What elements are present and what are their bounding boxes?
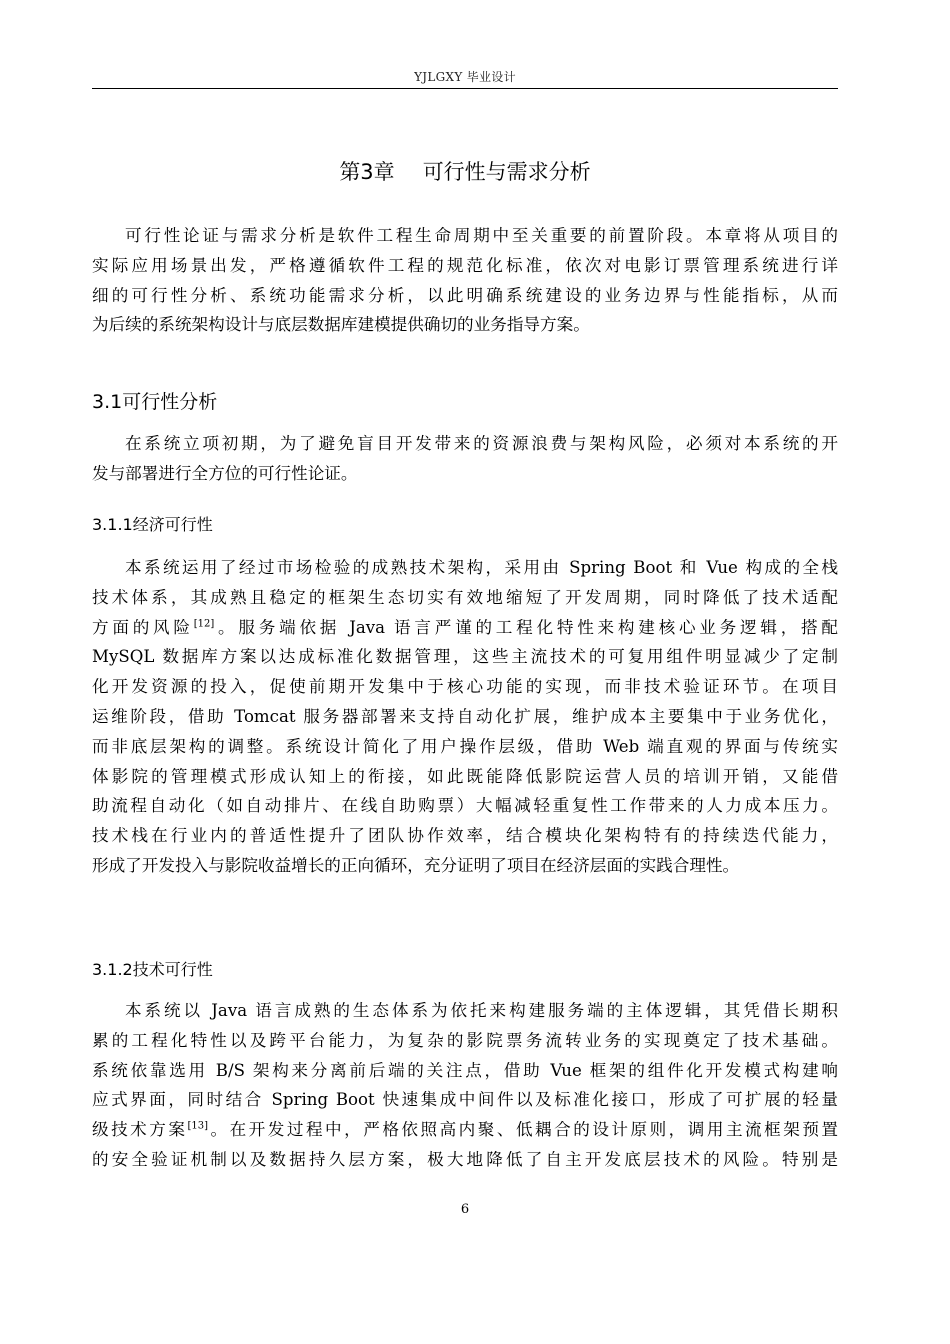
page-number: 6: [460, 1202, 470, 1217]
chapter-name: 可行性与需求分析: [422, 160, 591, 184]
text-line: 可行性论证与需求分析是软件工程生命周期中至关重要的前置阶段。本章将从项目的: [125, 226, 838, 245]
intro-paragraph: [92, 221, 838, 340]
text-line: 应式界面，同时结合 Spring Boot 快速集成中间件以及标准化接口，形成了可扩展的轻量: [92, 1090, 838, 1110]
section-3-1-2-paragraph: [92, 996, 838, 1175]
section-heading-3-1: 3.1可行性分析: [92, 391, 218, 413]
text-line: 累的工程化特性以及跨平台能力，为复杂的影院票务流转业务的实现奠定了技术基础。: [92, 1030, 838, 1050]
text-line: 化开发资源的投入，促使前期开发集中于核心功能的实现，而非技术验证环节。在项目: [92, 677, 838, 697]
text-line: 形成了开发投入与影院收益增长的正向循环，充分证明了项目在经济层面的实践合理性。: [92, 855, 740, 875]
text-line-with-citation: 方面的风险[12]。服务端依据 Java 语言严谨的工程化特性来构建核心业务逻辑，搭配: [92, 617, 838, 637]
chapter-number: 第3章: [339, 160, 395, 184]
text-line: 本系统运用了经过市场检验的成熟技术架构，采用由 Spring Boot 和 Vue 构成的全栈: [125, 558, 838, 577]
text-line: MySQL 数据库方案以达成标准化数据管理，这些主流技术的可复用组件明显减少了定制: [92, 647, 838, 667]
header-rule: [92, 88, 838, 89]
text-line: 而非底层架构的调整。系统设计简化了用户操作层级，借助 Web 端直观的界面与传统实: [92, 736, 838, 756]
section-heading-3-1-1: 3.1.1经济可行性: [92, 515, 213, 534]
text-line-with-citation: 级技术方案[13]。在开发过程中，严格依照高内聚、低耦合的设计原则，调用主流框架预置: [92, 1120, 839, 1140]
text-line: 本系统以 Java 语言成熟的生态体系为依托来构建服务端的主体逻辑，其凭借长期积: [125, 1001, 838, 1020]
text-line: 为后续的系统架构设计与底层数据库建模提供确切的业务指导方案。: [92, 315, 590, 335]
text-line: 体影院的管理模式形成认知上的衔接，如此既能降低影院运营人员的培训开销，又能借: [92, 766, 838, 786]
section-3-1-1-paragraph: [92, 553, 838, 881]
text-line: 技术体系，其成熟且稳定的框架生态切实有效地缩短了开发周期，同时降低了技术适配: [92, 587, 838, 607]
text-line: 发与部署进行全方位的可行性论证。: [92, 463, 358, 483]
section-heading-3-1-2: 3.1.2技术可行性: [92, 960, 213, 979]
section-3-1-paragraph: [92, 429, 838, 489]
text-line: 在系统立项初期，为了避免盲目开发带来的资源浪费与架构风险，必须对本系统的开: [125, 434, 838, 453]
text-line: 技术栈在行业内的普适性提升了团队协作效率，结合模块化架构特有的持续迭代能力，: [92, 826, 838, 846]
citation-mark: [13]: [187, 1120, 208, 1132]
text-line: 实际应用场景出发，严格遵循软件工程的规范化标准，依次对电影订票管理系统进行详: [92, 255, 838, 275]
chapter-title: [92, 157, 838, 187]
text-line: 的安全验证机制以及数据持久层方案，极大地降低了自主开发底层技术的风险。特别是: [92, 1149, 838, 1169]
text-line: 细的可行性分析、系统功能需求分析，以此明确系统建设的业务边界与性能指标，从而: [92, 285, 838, 305]
text-line: 系统依靠选用 B/S 架构来分离前后端的关注点，借助 Vue 框架的组件化开发模式构建响: [92, 1060, 838, 1080]
citation-mark: [12]: [193, 618, 215, 630]
text-line: 助流程自动化（如自动排片、在线自助购票）大幅减轻重复性工作带来的人力成本压力。: [92, 796, 838, 816]
running-header: YJLGXY 毕业设计: [414, 70, 516, 84]
text-line: 运维阶段，借助 Tomcat 服务器部署来支持自动化扩展，维护成本主要集中于业务优化，: [92, 706, 838, 726]
